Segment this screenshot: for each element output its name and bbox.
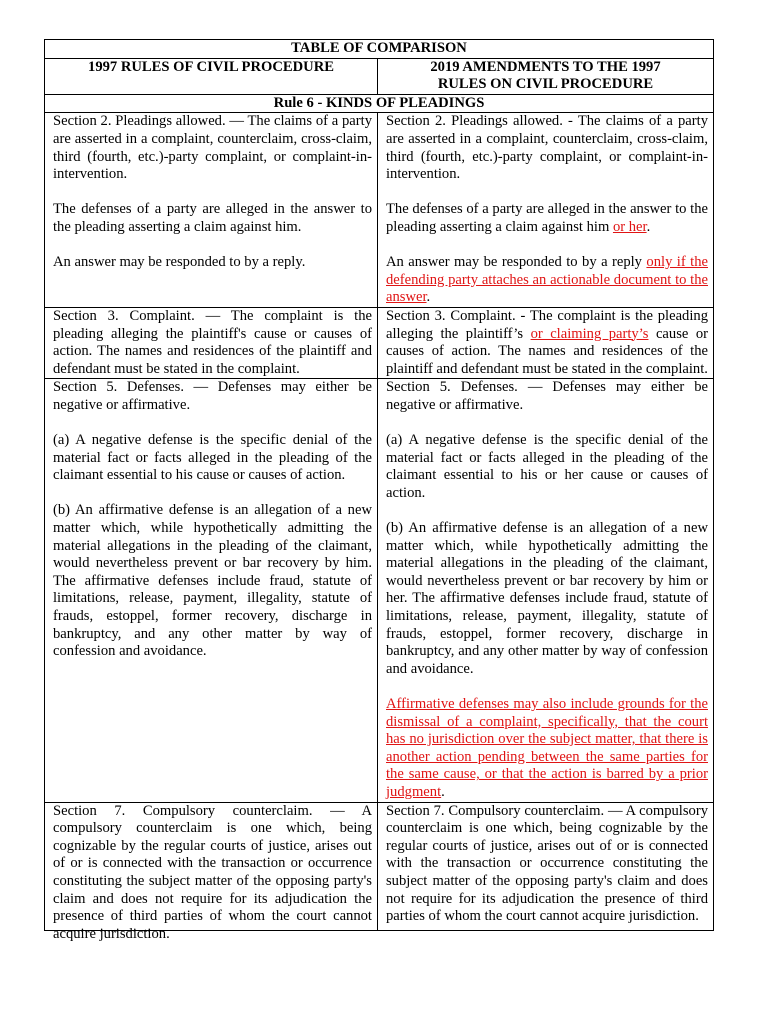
text-run: . bbox=[426, 289, 431, 306]
amended-text: or claiming party’s bbox=[530, 325, 649, 342]
amended-text: or her bbox=[612, 218, 647, 235]
text-run: (b) An affirmative defense is an allegation of a new matter which, while hypothetically admitting the material allegations in the pleading of the claimant, would nevertheless prevent or bar recovery by him or her. The affirmative defenses include fraud, statute of limitations, release, payment, illegality, statute of frauds, estoppel, former recovery, discharge in bankruptcy, and any other matter by way of confession and avoidance. bbox=[386, 520, 708, 677]
paragraph: An answer may be responded to by a reply. bbox=[53, 254, 306, 271]
paragraph bbox=[386, 308, 708, 378]
rule-row bbox=[45, 94, 714, 113]
text-run: (a) A negative defense is the specific denial of the material fact or facts alleged in the pleading of the claimant essential to his or her cause or causes of action. bbox=[386, 432, 708, 501]
paragraph: Section 2. Pleadings allowed. — The claims of a party are asserted in a complaint, counterclaim, cross-claim, third (fourth, etc.)-party complaint, or complaint-in-intervention. bbox=[53, 113, 372, 183]
amended-text: Affirmative defenses may also include grounds for the dismissal of a complaint, specifically, that the court has no jurisdiction over the subject matter, that there is another action pending between the same parties for the same cause, or that the action is barred by a prior judgment bbox=[386, 695, 708, 800]
text-run: The defenses of a party are alleged in the answer to the pleading asserting a claim against him bbox=[386, 201, 708, 235]
cell-2019 bbox=[378, 802, 714, 930]
table-title: TABLE OF COMPARISON bbox=[45, 40, 714, 59]
amended-text: only if the defending party attaches an actionable document to the answer bbox=[386, 254, 708, 306]
paragraph bbox=[386, 696, 708, 802]
paragraph: Section 3. Complaint. — The complaint is the pleading alleging the plaintiff's cause or causes of action. The names and residences of the plaintiff and defendant must be stated in the complaint. bbox=[53, 307, 372, 377]
paragraph: Section 5. Defenses. — Defenses may either be negative or affirmative. bbox=[53, 379, 372, 413]
text-run: cause or causes of action. The names and residences of the plaintiff and defendant must be stated in the complaint. bbox=[386, 325, 708, 377]
text-run: Section 5. Defenses. — Defenses may either be negative or affirmative. bbox=[386, 379, 708, 413]
table-row bbox=[45, 307, 714, 378]
title-row bbox=[45, 40, 714, 59]
text-run: Section 2. Pleadings allowed. - The claims of a party are asserted in a complaint, counterclaim, cross-claim, third (fourth, etc.)-party complaint, or complaint-in-intervention. bbox=[386, 113, 708, 183]
table-row bbox=[45, 802, 714, 930]
cell-2019 bbox=[378, 379, 714, 802]
cell-2019 bbox=[378, 113, 714, 308]
paragraph: Section 7. Compulsory counterclaim. — A compulsory counterclaim is one which, being cognizable by the regular courts of justice, arises out of or is connected with the transaction or occurrence constituting the subject matter of the opposing party's claim and does not require for its adjudication the presence of third parties of whom the court cannot acquire jurisdiction. bbox=[53, 802, 372, 942]
table-row bbox=[45, 379, 714, 802]
cell-1997 bbox=[45, 379, 378, 802]
paragraph bbox=[386, 803, 708, 926]
cell-1997 bbox=[45, 802, 378, 942]
cell-1997 bbox=[45, 113, 378, 308]
paragraph bbox=[386, 201, 708, 236]
text-run: An answer may be responded to by a reply bbox=[386, 254, 647, 271]
column-header-row bbox=[45, 58, 714, 94]
comparison-table bbox=[44, 39, 714, 942]
cell-2019 bbox=[378, 307, 714, 378]
paragraph: (b) An affirmative defense is an allegation of a new matter which, while hypothetically admitting the material allegations in the pleading of the claimant, would nevertheless prevent or bar recovery by him. The affirmative defenses include fraud, statute of limitations, release, payment, illegality, statute of frauds, estoppel, former recovery, discharge in bankruptcy, and any other matter by way of confession and avoidance. bbox=[53, 502, 372, 660]
paragraph: The defenses of a party are alleged in the answer to the pleading asserting a claim against him. bbox=[53, 201, 372, 235]
text-run: . bbox=[441, 783, 445, 800]
paragraph bbox=[386, 113, 708, 183]
document-page bbox=[44, 39, 713, 942]
text-run: Section 3. Complaint. - The complaint is the pleading alleging the plaintiff’s bbox=[386, 307, 708, 342]
paragraph: (a) A negative defense is the specific denial of the material fact or facts alleged in the pleading of the claimant essential to his cause or causes of action. bbox=[53, 432, 372, 484]
column-header-1997: 1997 RULES OF CIVIL PROCEDURE bbox=[45, 58, 378, 94]
table-row bbox=[45, 113, 714, 308]
paragraph bbox=[386, 254, 708, 307]
text-run: Section 7. Compulsory counterclaim. — A compulsory counterclaim is one which, being cognizable by the regular courts of justice, arises out of or is connected with the transaction or occurrence constituting the subject matter of the opposing party's claim and does not require for its adjudication the presence of third parties of whom the court cannot acquire jurisdiction. bbox=[386, 802, 708, 925]
paragraph bbox=[386, 520, 708, 678]
text-run: . bbox=[646, 218, 651, 235]
cell-1997 bbox=[45, 307, 378, 378]
column-header-2019: 2019 AMENDMENTS TO THE 1997 RULES ON CIVIL PROCEDURE bbox=[378, 58, 714, 94]
paragraph bbox=[386, 432, 708, 502]
clipped-content bbox=[386, 803, 708, 930]
rule-heading: Rule 6 - KINDS OF PLEADINGS bbox=[45, 94, 714, 113]
clipped-content bbox=[53, 802, 372, 942]
paragraph bbox=[386, 379, 708, 414]
